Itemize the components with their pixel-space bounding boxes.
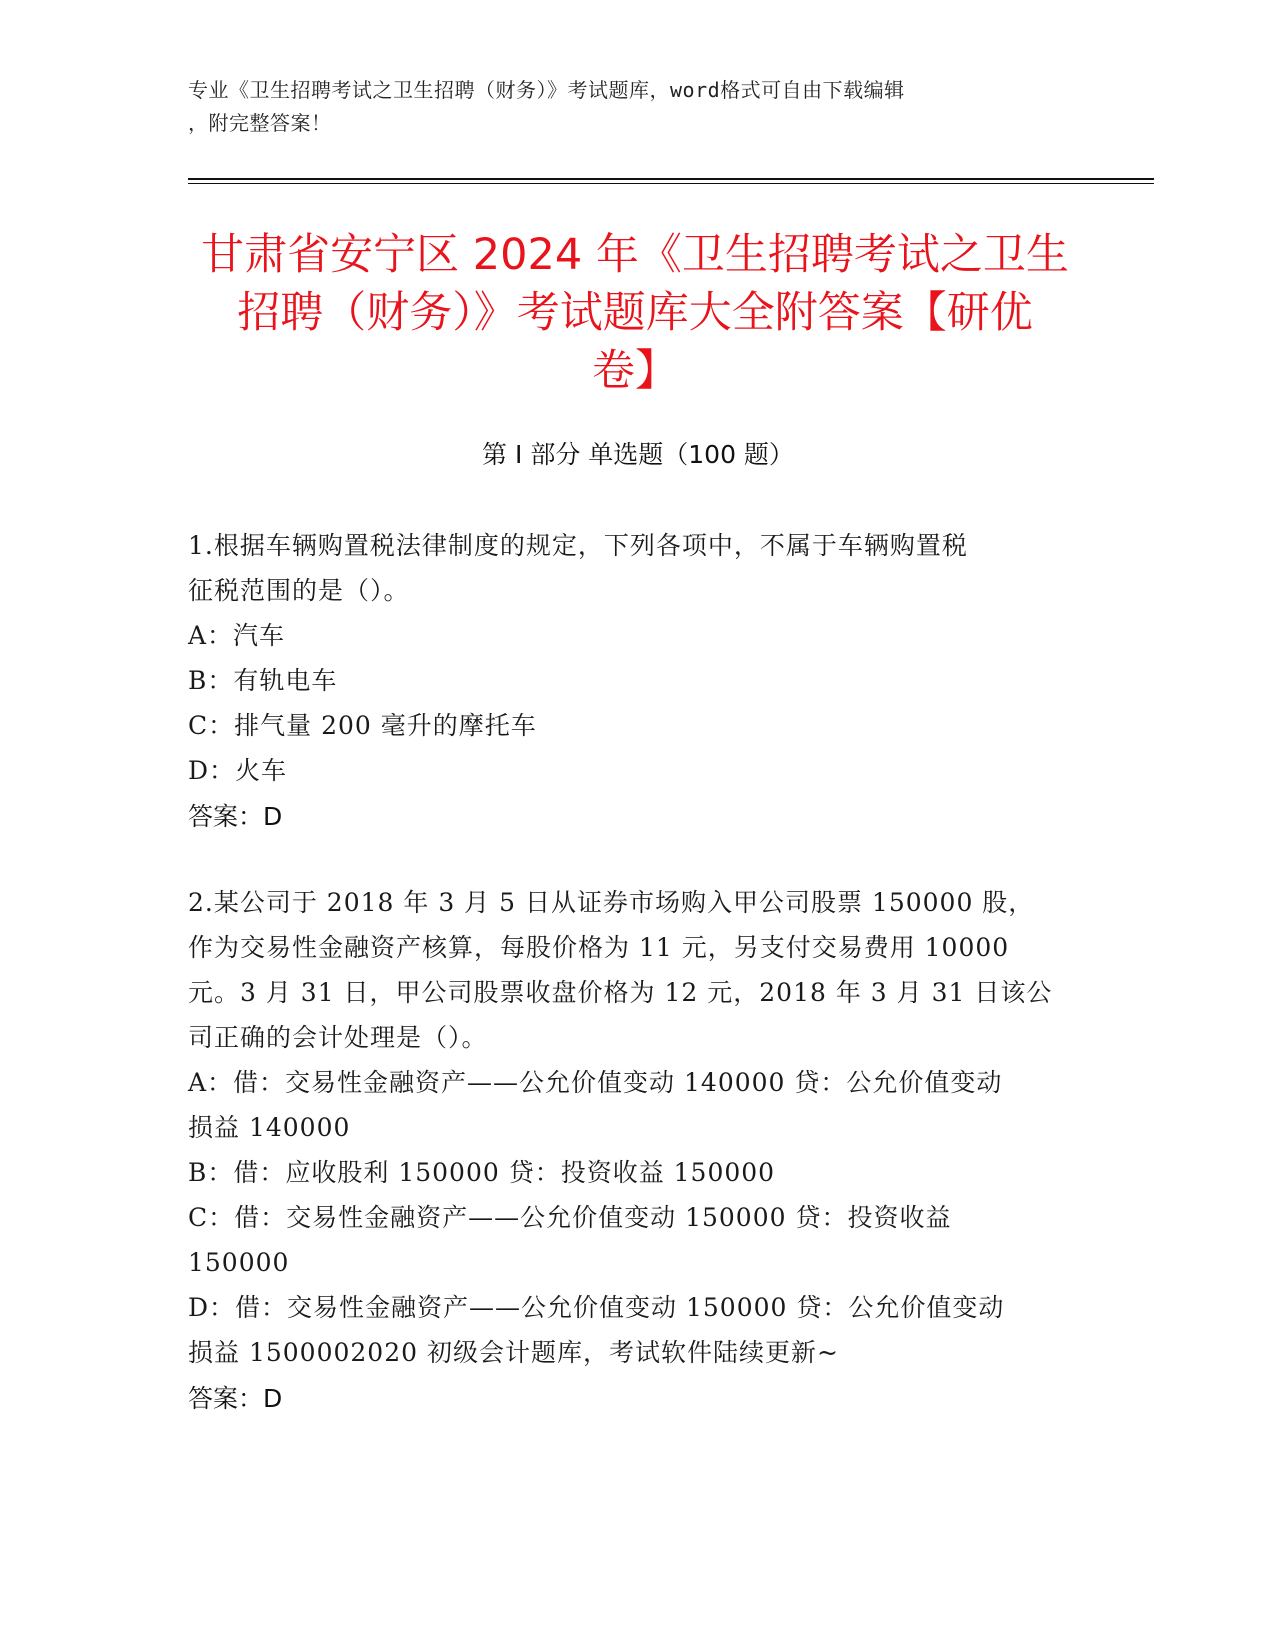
question-stem-line: 2.某公司于 2018 年 3 月 5 日从证券市场购入甲公司股票 150000 股， [188,888,1035,917]
question-stem-line: 元。3 月 31 日，甲公司股票收盘价格为 12 元，2018 年 3 月 31 日该公 [188,978,1053,1007]
document-title [170,226,1100,400]
header-divider-thick [188,178,1154,180]
header-divider-thin [188,183,1154,184]
option-d: D：借：交易性金融资产——公允价值变动 150000 贷：公允价值变动 [188,1293,1005,1322]
option-a: A：借：交易性金融资产——公允价值变动 140000 贷：公允价值变动 [188,1068,1003,1097]
option-a: A：汽车 [188,621,286,650]
question-2 [188,880,1068,1421]
option-c: C：借：交易性金融资产——公允价值变动 150000 贷：投资收益 [188,1203,952,1232]
option-c-continued: 150000 [188,1248,290,1277]
option-d: D：火车 [188,756,288,785]
option-a-continued: 损益 140000 [188,1113,351,1142]
option-b: B：有轨电车 [188,666,338,695]
question-1 [188,523,1068,839]
header-note-line-1: 专业《卫生招聘考试之卫生招聘（财务）》考试题库，word格式可自由下载编辑 [188,78,905,102]
option-c: C：排气量 200 毫升的摩托车 [188,711,537,740]
option-b: B：借：应收股利 150000 贷：投资收益 150000 [188,1158,776,1187]
answer: 答案：D [188,1384,283,1413]
title-line-3: 卷】 [592,346,678,396]
question-stem-line: 征税范围的是（）。 [188,576,410,605]
option-d-continued: 损益 1500002020 初级会计题库，考试软件陆续更新~ [188,1338,839,1367]
section-heading: 第 I 部分 单选题（100 题） [482,440,794,469]
answer: 答案：D [188,802,283,831]
title-line-1: 甘肃省安宁区 2024 年《卫生招聘考试之卫生 [201,230,1069,280]
question-stem-line: 司正确的会计处理是（）。 [188,1023,488,1052]
title-line-2: 招聘（财务）》考试题库大全附答案【研优 [237,288,1033,338]
question-stem-line: 作为交易性金融资产核算，每股价格为 11 元，另支付交易费用 10000 [188,933,1010,962]
header-note [188,74,1068,140]
question-stem-line: 1.根据车辆购置税法律制度的规定，下列各项中，不属于车辆购置税 [188,531,968,560]
header-note-line-2: ，附完整答案！ [188,111,332,135]
